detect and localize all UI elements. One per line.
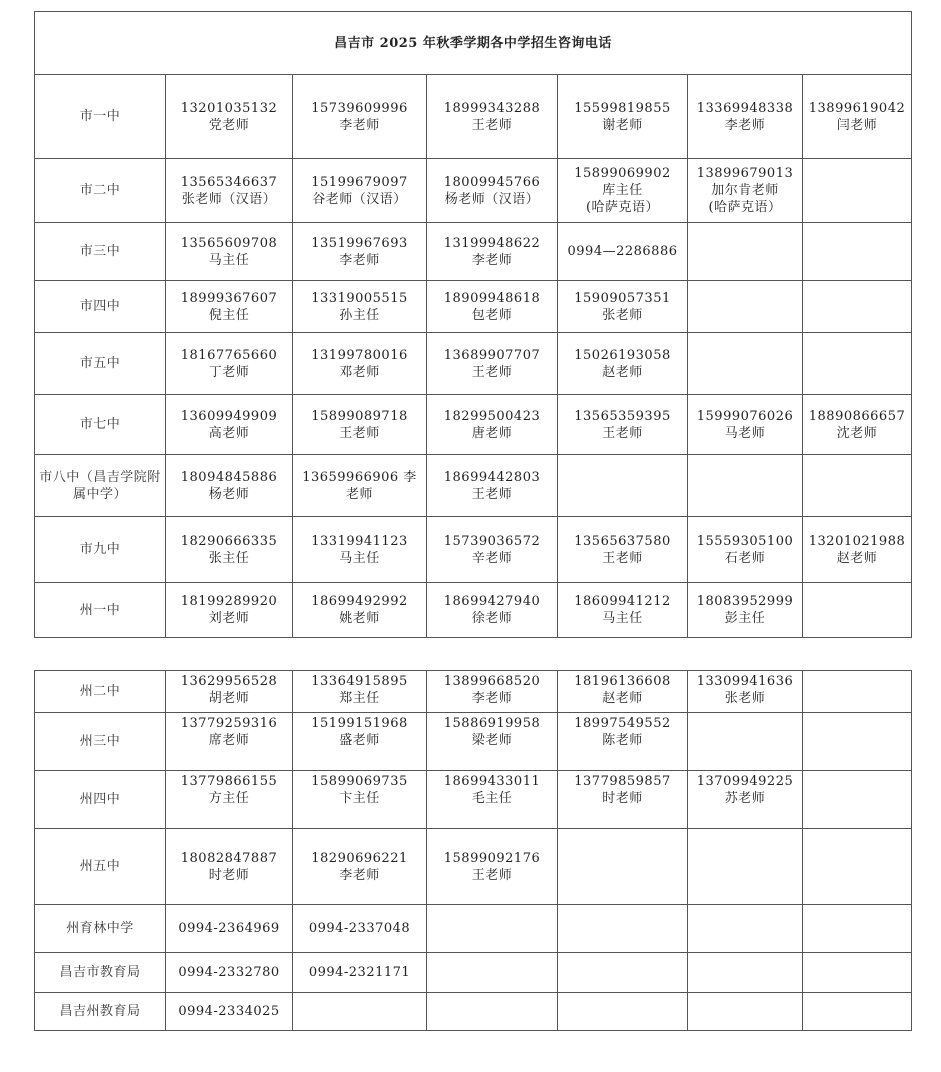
contact-cell xyxy=(558,671,688,713)
school-name-cell: 州二中 xyxy=(35,671,166,713)
table-row xyxy=(35,159,912,223)
contact-person: 王老师 xyxy=(471,364,513,380)
contact-cell xyxy=(558,517,688,583)
contact-cell xyxy=(688,333,803,395)
school-name-cell: 市二中 xyxy=(35,159,166,223)
phone-number: 18082847887 xyxy=(180,850,278,866)
contact-person: 党老师 xyxy=(208,117,250,133)
phone-number: 13689907707 xyxy=(443,347,541,363)
school-name-cell: 州一中 xyxy=(35,583,166,638)
contact-cell xyxy=(293,395,427,455)
school-name-cell: 市四中 xyxy=(35,281,166,333)
contact-person: 加尔肯老师 xyxy=(711,183,779,198)
phone-number: 18699427940 xyxy=(443,594,541,609)
contact-person: 马主任 xyxy=(208,252,250,268)
contact-cell xyxy=(558,771,688,829)
phone-number: 13779866155 xyxy=(180,774,278,789)
contact-cell xyxy=(427,905,558,953)
contact-cell xyxy=(803,905,912,953)
contact-cell xyxy=(166,953,293,993)
page-title: 昌吉市 2025 年秋季学期各中学招生咨询电话 xyxy=(35,12,912,75)
contact-cell xyxy=(166,333,293,395)
contact-cell xyxy=(427,455,558,517)
contact-person: 李老师 xyxy=(471,252,513,268)
contact-cell xyxy=(166,829,293,905)
contact-cell xyxy=(688,993,803,1031)
contact-cell xyxy=(293,159,427,223)
contact-cell xyxy=(803,281,912,333)
contact-cell xyxy=(558,159,688,223)
contact-cell xyxy=(427,517,558,583)
contact-cell xyxy=(803,395,912,455)
contact-person: 刘老师 xyxy=(208,611,250,626)
phone-number: 18890866657 xyxy=(808,408,906,424)
school-name-cell: 市八中（昌吉学院附属中学） xyxy=(35,455,166,517)
contact-person: 席老师 xyxy=(208,733,250,748)
contact-cell xyxy=(688,395,803,455)
table-row xyxy=(35,455,912,517)
contact-cell xyxy=(166,517,293,583)
contact-cell xyxy=(803,671,912,713)
contact-cell xyxy=(293,993,427,1031)
school-name-cell: 市五中 xyxy=(35,333,166,395)
contact-cell xyxy=(803,993,912,1031)
phone-number: 13201021988 xyxy=(808,533,906,549)
phone-number: 13565359395 xyxy=(574,408,671,424)
phone-number: 15026193058 xyxy=(574,347,671,363)
contact-cell xyxy=(166,771,293,829)
contact-person: 倪主任 xyxy=(208,307,250,323)
table-row xyxy=(35,953,912,993)
contact-cell xyxy=(427,281,558,333)
contact-cell xyxy=(293,281,427,333)
phone-number: 18009945766 xyxy=(443,174,541,190)
contact-person: 苏老师 xyxy=(724,791,766,806)
contact-person: 老师 xyxy=(345,486,373,502)
phone-number: 15899069902 xyxy=(574,166,671,181)
contact-person: 高老师 xyxy=(208,425,250,441)
school-name-cell: 市九中 xyxy=(35,517,166,583)
contact-person: 王老师 xyxy=(471,117,513,133)
phone-number: 13309941636 xyxy=(696,674,794,689)
contact-person: 毛主任 xyxy=(471,791,513,806)
contact-cell xyxy=(293,223,427,281)
contact-person: 马主任 xyxy=(602,611,643,626)
table-row xyxy=(35,333,912,395)
contact-cell xyxy=(558,281,688,333)
contact-cell xyxy=(293,455,427,517)
contact-person: 赵老师 xyxy=(602,691,643,706)
contact-cell xyxy=(427,395,558,455)
contact-person: 杨老师（汉语） xyxy=(444,191,540,207)
school-name-cell: 州育林中学 xyxy=(35,905,166,953)
contact-person: 梁老师 xyxy=(471,733,513,748)
phone-number: 18290666335 xyxy=(180,533,278,549)
contact-person: 时老师 xyxy=(602,791,643,806)
contact-cell xyxy=(558,993,688,1031)
contact-cell xyxy=(427,75,558,159)
contact-person: 赵老师 xyxy=(836,550,878,566)
phone-number: 18997549552 xyxy=(574,716,671,731)
contact-person: 赵老师 xyxy=(602,364,643,380)
contact-cell xyxy=(293,333,427,395)
contact-cell xyxy=(293,671,427,713)
phone-number: 0994-2321171 xyxy=(308,965,411,980)
contact-cell xyxy=(293,583,427,638)
contact-person: 马主任 xyxy=(339,550,380,566)
contact-person: 石老师 xyxy=(724,550,766,566)
contact-person: 姚老师 xyxy=(339,611,380,626)
phone-number: 15199151968 xyxy=(311,716,408,731)
contact-cell xyxy=(688,75,803,159)
phone-number: 15999076026 xyxy=(696,408,794,424)
contact-person: 库主任 xyxy=(602,183,643,198)
contact-person: (哈萨克语） xyxy=(708,200,782,215)
contact-person: 谢老师 xyxy=(602,117,643,133)
phone-number: 0994-2334025 xyxy=(178,1004,280,1019)
phone-number: 15599819855 xyxy=(574,100,671,116)
contact-cell xyxy=(803,583,912,638)
phone-number: 13519967693 xyxy=(311,235,408,251)
contact-cell xyxy=(427,223,558,281)
phone-number: 15899069735 xyxy=(311,774,408,789)
contact-person: 李老师 xyxy=(724,117,766,133)
contact-person: 李老师 xyxy=(471,691,513,706)
phone-number: 13899668520 xyxy=(443,674,541,689)
contact-cell xyxy=(166,583,293,638)
contact-cell xyxy=(803,75,912,159)
contact-cell xyxy=(803,829,912,905)
contact-cell xyxy=(688,583,803,638)
contact-cell xyxy=(427,671,558,713)
table-row xyxy=(35,993,912,1031)
contact-person: 张老师 xyxy=(602,307,643,323)
phone-number: 13319005515 xyxy=(311,290,408,306)
contact-person: 时老师 xyxy=(208,867,250,883)
contact-cell xyxy=(166,671,293,713)
contact-cell xyxy=(688,905,803,953)
contact-cell xyxy=(427,771,558,829)
contact-cell xyxy=(427,829,558,905)
table-row xyxy=(35,583,912,638)
contact-cell xyxy=(803,333,912,395)
phone-number: 13899619042 xyxy=(808,100,906,116)
contact-cell xyxy=(803,771,912,829)
table-row xyxy=(35,517,912,583)
contact-person: 邓老师 xyxy=(339,364,380,380)
contact-cell xyxy=(688,771,803,829)
table-row xyxy=(35,771,912,829)
contact-cell xyxy=(427,713,558,771)
contact-cell xyxy=(166,159,293,223)
phone-number: 18299500423 xyxy=(443,408,541,424)
contact-person: 马老师 xyxy=(724,425,766,441)
contact-person: 张老师 xyxy=(724,691,766,706)
contact-cell xyxy=(688,517,803,583)
contact-cell xyxy=(558,455,688,517)
contact-person: 孙主任 xyxy=(339,307,380,323)
contact-cell xyxy=(688,455,803,517)
contact-person: 谷老师（汉语） xyxy=(312,191,407,207)
school-name-cell: 市七中 xyxy=(35,395,166,455)
phone-number: 18199289920 xyxy=(180,594,278,609)
phone-number: 15739036572 xyxy=(443,533,541,549)
contact-person: 辛老师 xyxy=(471,550,513,566)
phone-number: 13899679013 xyxy=(696,166,794,181)
contact-cell xyxy=(558,905,688,953)
table-row xyxy=(35,829,912,905)
contact-person: 闫老师 xyxy=(836,117,878,133)
phone-number: 18699442803 xyxy=(443,469,541,485)
phone-number: 18094845886 xyxy=(180,469,278,485)
school-name-cell: 市一中 xyxy=(35,75,166,159)
contact-cell xyxy=(558,583,688,638)
phone-number: 18909948618 xyxy=(443,290,541,306)
phone-number: 15899089718 xyxy=(311,408,408,424)
contact-person: 胡老师 xyxy=(208,691,250,706)
contact-cell xyxy=(688,829,803,905)
phone-number: 18083952999 xyxy=(696,594,794,609)
contact-cell xyxy=(427,993,558,1031)
contact-cell xyxy=(803,713,912,771)
contact-person: 丁老师 xyxy=(208,364,250,380)
table-row xyxy=(35,281,912,333)
table-row xyxy=(35,671,912,713)
phone-number: 18999367607 xyxy=(180,290,278,306)
contact-person: 沈老师 xyxy=(836,425,878,441)
phone-number: 13779859857 xyxy=(574,774,671,789)
contact-person: 卞主任 xyxy=(339,791,380,806)
contact-cell xyxy=(166,281,293,333)
contact-cell xyxy=(558,829,688,905)
phone-number: 15909057351 xyxy=(574,290,671,306)
phone-number: 0994—2286886 xyxy=(567,244,678,259)
contact-person: 杨老师 xyxy=(208,486,250,502)
phone-number: 13609949909 xyxy=(180,408,278,424)
phone-number: 13565637580 xyxy=(574,533,671,549)
phone-number: 13629956528 xyxy=(180,674,278,689)
phone-number: 13659966906 李 xyxy=(302,469,417,485)
contact-cell xyxy=(293,75,427,159)
school-name-cell: 州五中 xyxy=(35,829,166,905)
phone-number: 13565609708 xyxy=(180,235,278,251)
school-name-cell: 市三中 xyxy=(35,223,166,281)
contact-cell xyxy=(558,333,688,395)
phone-number: 15886919958 xyxy=(443,716,541,731)
contact-cell xyxy=(688,671,803,713)
contact-cell xyxy=(166,713,293,771)
phone-number: 13199780016 xyxy=(311,347,408,363)
phone-number: 18609941212 xyxy=(574,594,671,609)
contact-cell xyxy=(293,953,427,993)
contact-person: 李老师 xyxy=(339,252,380,268)
contact-person: 王老师 xyxy=(602,550,643,566)
contact-cell xyxy=(427,583,558,638)
phone-number: 15559305100 xyxy=(696,533,794,549)
contact-cell xyxy=(558,953,688,993)
contact-cell xyxy=(166,395,293,455)
phone-number: 13319941123 xyxy=(311,533,408,549)
contact-cell xyxy=(293,713,427,771)
phone-number: 18167765660 xyxy=(180,347,278,363)
phone-number: 13199948622 xyxy=(443,235,541,251)
contact-cell xyxy=(803,159,912,223)
school-name-cell: 州四中 xyxy=(35,771,166,829)
phone-number: 18699433011 xyxy=(443,774,541,789)
contact-person: 唐老师 xyxy=(471,425,513,441)
phone-number: 18290696221 xyxy=(311,850,408,866)
contact-cell xyxy=(427,333,558,395)
phone-number: 18999343288 xyxy=(443,100,541,116)
contact-cell xyxy=(688,281,803,333)
contact-person: 王老师 xyxy=(602,425,643,441)
contact-cell xyxy=(688,713,803,771)
contact-person: 郑主任 xyxy=(339,691,380,706)
contact-person: 王老师 xyxy=(471,486,513,502)
contact-cell xyxy=(688,159,803,223)
contact-person: 王老师 xyxy=(471,867,513,883)
table-row xyxy=(35,713,912,771)
phone-number: 15899092176 xyxy=(443,850,541,866)
phone-number: 13709949225 xyxy=(696,774,794,789)
contact-person: 陈老师 xyxy=(602,733,643,748)
table-row xyxy=(35,395,912,455)
contact-cell xyxy=(166,905,293,953)
school-name-cell: 州三中 xyxy=(35,713,166,771)
phone-number: 0994-2337048 xyxy=(308,921,411,936)
phone-number: 13369948338 xyxy=(696,100,794,116)
contact-cell xyxy=(166,455,293,517)
school-name-cell: 昌吉州教育局 xyxy=(35,993,166,1031)
contact-cell xyxy=(427,159,558,223)
phone-number: 13364915895 xyxy=(311,674,408,689)
contacts-table-2 xyxy=(34,670,912,1031)
contact-person: 彭主任 xyxy=(724,611,766,626)
contact-person: 张主任 xyxy=(208,550,250,566)
contact-person: 盛老师 xyxy=(339,733,380,748)
phone-number: 0994-2364969 xyxy=(178,921,280,936)
contact-person: 徐老师 xyxy=(471,611,513,626)
contact-cell xyxy=(803,223,912,281)
phone-number: 13565346637 xyxy=(180,174,278,190)
contact-cell xyxy=(166,223,293,281)
contact-cell xyxy=(293,517,427,583)
contact-cell xyxy=(803,517,912,583)
contact-cell xyxy=(166,75,293,159)
contact-cell xyxy=(803,953,912,993)
contact-cell xyxy=(166,993,293,1031)
phone-number: 15199679097 xyxy=(311,174,408,190)
phone-number: 0994-2332780 xyxy=(178,965,280,980)
table-row xyxy=(35,75,912,159)
contact-cell xyxy=(558,223,688,281)
contact-person: 李老师 xyxy=(339,117,380,133)
contact-person: 方主任 xyxy=(208,791,250,806)
contact-cell xyxy=(293,829,427,905)
contact-cell xyxy=(558,713,688,771)
table-row xyxy=(35,905,912,953)
contact-cell xyxy=(558,395,688,455)
table-row xyxy=(35,223,912,281)
phone-number: 18699492992 xyxy=(311,594,408,609)
contact-person: 李老师 xyxy=(339,867,380,883)
contact-cell xyxy=(558,75,688,159)
contacts-table-1 xyxy=(34,11,912,638)
phone-number: 13201035132 xyxy=(180,100,278,116)
phone-number: 13779259316 xyxy=(180,716,278,731)
contact-cell xyxy=(427,953,558,993)
contact-person: (哈萨克语） xyxy=(585,200,660,215)
contact-person: 包老师 xyxy=(471,307,513,323)
contact-cell xyxy=(293,905,427,953)
contact-person: 张老师（汉语） xyxy=(181,191,277,207)
phone-number: 18196136608 xyxy=(574,674,671,689)
contact-person: 王老师 xyxy=(339,425,380,441)
school-name-cell: 昌吉市教育局 xyxy=(35,953,166,993)
contact-cell xyxy=(293,771,427,829)
contact-cell xyxy=(688,953,803,993)
contact-cell xyxy=(688,223,803,281)
contact-cell xyxy=(803,455,912,517)
phone-number: 15739609996 xyxy=(311,100,408,116)
